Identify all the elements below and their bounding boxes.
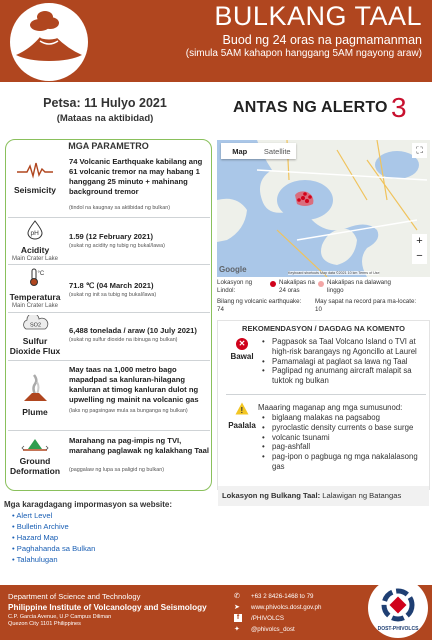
- list-item: • Pagpasok sa Taal Volcano Island o TVI at high-risk barangays ng Agoncillo at Laurel: [262, 337, 417, 356]
- list-item: • volcanic tsunami: [262, 432, 330, 442]
- location-text: [222, 491, 401, 500]
- rec-divider: [226, 394, 426, 395]
- legend-two-weeks-dot: [318, 281, 324, 287]
- seismicity-value: 74 Volcanic Earthquake kabilang ang 61 volcanic tremor na may habang 1 hanggang 25 minuto + mahinang background tremor: [69, 157, 203, 196]
- temperature-indicator: [9, 267, 61, 310]
- recommendations-heading: REKOMENDASYON / DAGDAG NA KOMENTO: [242, 324, 405, 333]
- bawal-indicator: [222, 338, 262, 361]
- ground-deformation-note: (paggalaw ng lupa sa paligid ng bulkan): [69, 467, 165, 473]
- acidity-label: Acidity: [20, 245, 50, 255]
- temperature-sublabel: Main Crater Lake: [11, 303, 59, 309]
- row-divider: [8, 430, 210, 431]
- legend-recent-label: Nakalipas na 24 oras: [279, 279, 315, 294]
- legend-location-label: Lokasyon ng Lindol:: [217, 279, 253, 294]
- row-divider: [8, 312, 210, 313]
- page-title: BULKANG TAAL: [214, 1, 422, 31]
- located-count-label: May sapat na record para ma-locate:: [315, 298, 417, 305]
- list-item: • pag-ashfall: [262, 442, 311, 452]
- location-value: Lalawigan ng Batangas: [322, 491, 402, 500]
- plume-label: Plume: [22, 407, 48, 417]
- volcano-icon: [10, 3, 88, 81]
- google-logo: Google: [219, 265, 247, 274]
- map-attribution[interactable]: Keyboard shortcuts Map data ©2021 10 km Terms of Use: [288, 271, 380, 275]
- footer-phone: +63 2 8426-1468 to 79: [251, 593, 314, 600]
- page-subtitle: Buod ng 24 oras na pagmamanman: [222, 33, 422, 47]
- facebook-icon: f: [234, 614, 242, 622]
- link-bulletin-archive[interactable]: • Bulletin Archive: [12, 522, 69, 531]
- footer-institute: Philippine Institute of Volcanology and Seismology: [8, 603, 207, 612]
- temperature-note: (sukat ng init sa tubig ng bukal/lawa): [69, 292, 157, 298]
- zoom-in-button[interactable]: +: [416, 235, 423, 247]
- link-alert-level[interactable]: • Alert Level: [12, 511, 53, 520]
- thermometer-icon: [24, 267, 46, 287]
- ground-deformation-value: Marahang na pag-impis ng TVI, marahang paglawak ng kalakhang Taal: [69, 436, 209, 455]
- eq-count-value: 74: [217, 306, 224, 313]
- so2-cloud-icon: [20, 315, 50, 331]
- footer-dept: Department of Science and Technology: [8, 592, 141, 601]
- so2-note: (sukat ng sulfur dioxide na ibinuga ng bulkan): [69, 337, 178, 343]
- earthquake-map[interactable]: [217, 140, 430, 277]
- list-item: • pag-ipon o pagbuga ng mga nakalalasong gas: [262, 452, 418, 471]
- svg-text:pH: pH: [30, 230, 39, 237]
- footer-website[interactable]: www.phivolcs.dost.gov.ph: [251, 604, 322, 611]
- seismicity-indicator: [9, 160, 61, 195]
- prohibited-icon: ✕: [236, 338, 248, 350]
- acidity-indicator: [9, 220, 61, 263]
- legend-two-weeks-label: Nakalipas na dalawang linggo: [327, 279, 391, 294]
- alert-level-label: ANTAS NG ALERTO: [233, 99, 388, 116]
- warning-icon: [235, 402, 249, 415]
- paalala-list: [262, 413, 428, 472]
- link-hazard-map[interactable]: • Hazard Map: [12, 533, 59, 542]
- footer-address-1: C.P. Garcia Avenue, U.P Campus Diliman: [8, 614, 112, 620]
- svg-text:°C: °C: [37, 271, 45, 277]
- ground-deformation-label: Ground Deformation: [9, 456, 61, 476]
- row-divider: [8, 360, 210, 361]
- ground-deformation-indicator: [9, 437, 61, 476]
- map-type-tabs: [221, 143, 296, 159]
- location-label: Lokasyon ng Bulkang Taal:: [222, 491, 321, 500]
- twitter-icon: ✦: [234, 626, 240, 633]
- acidity-value: 1.59 (12 February 2021): [69, 232, 154, 241]
- link-paghahanda[interactable]: • Paghahanda sa Bulkan: [12, 544, 96, 553]
- temperature-value: 71.8 ℃ (04 March 2021): [69, 281, 154, 290]
- svg-text:SO2: SO2: [30, 322, 42, 329]
- plume-indicator: [9, 372, 61, 417]
- fullscreen-button[interactable]: [412, 143, 427, 158]
- row-divider: [8, 217, 210, 218]
- alert-level-value: 3: [391, 92, 407, 123]
- paalala-indicator: [222, 402, 262, 430]
- eq-count-label: Bilang ng volcanic earthquake:: [217, 298, 302, 305]
- legend-recent-dot: [270, 281, 276, 287]
- map-canvas[interactable]: [217, 140, 430, 277]
- list-item: • Pamamalagi at paglaot sa lawa ng Taal: [262, 356, 408, 366]
- so2-value: 6,488 tonelada / araw (10 July 2021): [69, 326, 197, 335]
- dost-phivolcs-logo: [368, 578, 428, 638]
- more-info-heading: Mga karagdagang impormasyon sa website:: [4, 500, 173, 509]
- plume-icon: [20, 372, 50, 402]
- list-item: • pyroclastic density currents o base surge: [262, 422, 414, 432]
- volcano-logo: [10, 3, 88, 81]
- seismograph-icon: [15, 160, 55, 180]
- ph-drop-icon: [24, 220, 46, 240]
- paalala-label: Paalala: [228, 421, 256, 430]
- footer-twitter[interactable]: @phivolcs_dost: [251, 626, 295, 633]
- footer-facebook[interactable]: /PHIVOLCS: [251, 615, 285, 622]
- svg-text:!: !: [240, 406, 244, 415]
- logo-text: DOST-PHIVOLCS: [377, 626, 419, 632]
- plume-note: (laks ng pagsingaw mula sa bunganga ng bulkan): [69, 408, 188, 414]
- plume-value: May taas na 1,000 metro bago mapadpad sa kanluran-hilagang kanluran at timog kanluran dulot ng upwelling ng mainit na volcanic gas: [69, 365, 199, 404]
- so2-indicator: [9, 315, 61, 356]
- tab-map[interactable]: Map: [232, 146, 248, 156]
- list-item: • biglaang malakas na pagsabog: [262, 413, 380, 422]
- list-item: • Paglipad ng anumang aircraft malapit sa tuktok ng bulkan: [262, 366, 412, 386]
- footer-address-2: Quezon City 1101 Philippines: [8, 621, 81, 627]
- acidity-note: (sukat ng acidity ng tubig ng bukal/lawa): [69, 243, 165, 249]
- seismicity-label: Seismicity: [13, 185, 57, 195]
- link-talahulugan[interactable]: • Talahulugan: [12, 555, 58, 564]
- fullscreen-icon: ⛶: [416, 145, 423, 155]
- web-icon: ➤: [234, 604, 240, 611]
- zoom-out-button[interactable]: −: [416, 250, 423, 262]
- parameters-heading: MGA PARAMETRO: [68, 141, 149, 151]
- seismicity-note: (tindol na kaugnay sa aktibidad ng bulkan): [69, 205, 170, 211]
- page-subtitle-period: (simula 5AM kahapon hanggang 5AM ngayong araw): [185, 48, 422, 59]
- acidity-sublabel: Main Crater Lake: [11, 256, 59, 262]
- row-divider: [8, 264, 210, 265]
- so2-label: Sulfur Dioxide Flux: [9, 336, 61, 356]
- bawal-label: Bawal: [230, 352, 254, 361]
- bulletin-date: Petsa: 11 Hulyo 2021: [43, 96, 167, 110]
- located-count-value: 10: [315, 306, 322, 313]
- tab-satellite[interactable]: Satellite: [263, 146, 291, 156]
- dost-phivolcs-icon: [368, 578, 428, 638]
- ground-deformation-icon: [20, 437, 50, 451]
- paalala-intro: Maaaring maganap ang mga sumusunod:: [258, 403, 403, 412]
- activity-status: (Mataas na aktibidad): [56, 113, 154, 124]
- temperature-label: Temperatura: [9, 292, 61, 302]
- phone-icon: ✆: [234, 593, 240, 600]
- zoom-controls: [412, 234, 427, 264]
- bawal-list: [262, 337, 428, 386]
